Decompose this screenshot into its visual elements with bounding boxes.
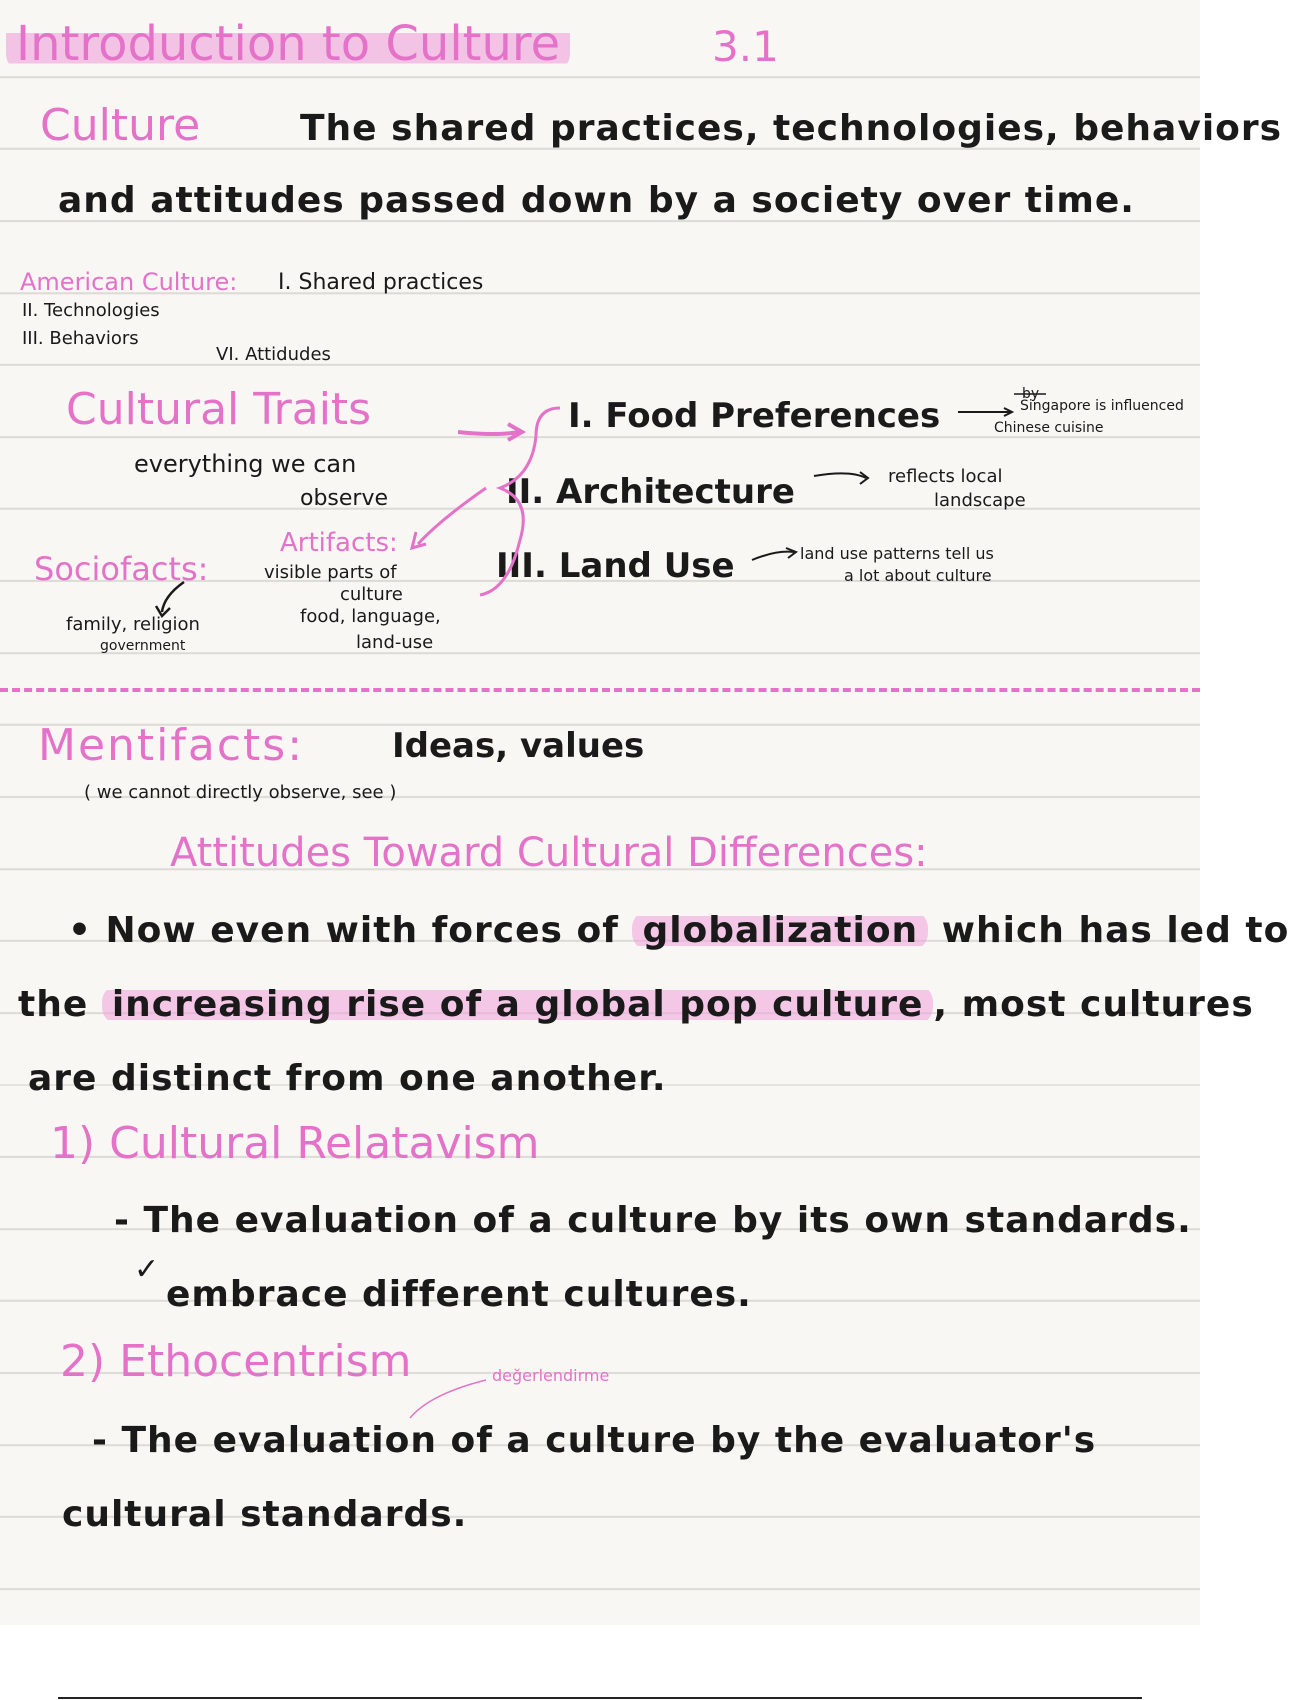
american-culture-label: American Culture: [20, 268, 238, 296]
cultural-traits-desc-1: everything we can [134, 450, 357, 478]
cultural-traits-heading: Cultural Traits [66, 384, 372, 435]
american-culture-item-1: I. Shared practices [278, 270, 484, 295]
attitudes-p2-b: , most cultures [933, 984, 1254, 1025]
attitudes-p2-a: the [18, 984, 89, 1025]
ethnocentrism-heading: 2) Ethocentrism [60, 1336, 412, 1387]
trait-food-note-1: Singapore is influenced [1020, 398, 1184, 414]
attitudes-p1-b: which has led to [941, 910, 1289, 951]
highlight-global-pop-culture: increasing rise of a global pop culture [102, 984, 934, 1025]
bottom-rule [58, 1697, 1142, 1699]
attitudes-p3: are distinct from one another. [28, 1058, 667, 1099]
american-culture-item-3: III. Behaviors [22, 328, 139, 349]
trait-architecture-note-1: reflects local [888, 466, 1003, 487]
trait-land-use: III. Land Use [496, 546, 735, 586]
sociofacts-desc-2: government [100, 638, 186, 654]
artifacts-desc-4: land-use [356, 632, 434, 653]
trait-architecture: II. Architecture [506, 472, 795, 512]
page-title-text: Introduction to Culture [6, 16, 570, 72]
trait-land-use-note-2: a lot about culture [844, 566, 992, 585]
page-number: 3.1 [712, 22, 779, 71]
highlight-globalization: globalization [632, 910, 928, 951]
artifacts-desc-3: food, language, [300, 606, 441, 627]
cultural-traits-desc-2: observe [300, 486, 389, 511]
definition-line-2: and attitudes passed down by a society over time. [58, 180, 1135, 221]
ethnocentrism-line-1: - The evaluation of a culture by the evaluator's [92, 1420, 1097, 1461]
artifacts-desc-2: culture [340, 584, 403, 605]
ethnocentrism-line-2: cultural standards. [62, 1494, 468, 1535]
ethnocentrism-annotation: değerlendirme [492, 1366, 610, 1385]
artifacts-label: Artifacts: [280, 528, 398, 558]
sociofacts-desc-1: family, religion [66, 614, 200, 635]
mentifacts-note: ( we cannot directly observe, see ) [84, 782, 397, 803]
trait-food-note-2: Chinese cuisine [994, 420, 1104, 436]
mentifacts-label: Mentifacts: [38, 720, 305, 771]
definition-line-1: The shared practices, technologies, behaviors [300, 108, 1283, 149]
relativism-line-1: - The evaluation of a culture by its own standards. [114, 1200, 1192, 1241]
relativism-heading: 1) Cultural Relatavism [50, 1118, 540, 1169]
artifacts-desc-1: visible parts of [264, 562, 397, 583]
attitudes-heading: Attitudes Toward Cultural Differences: [170, 830, 928, 876]
trait-food-preferences: I. Food Preferences [568, 396, 941, 436]
american-culture-item-2: II. Technologies [22, 300, 160, 321]
attitudes-p1-a: • Now even with forces of [68, 910, 619, 951]
relativism-line-2: embrace different cultures. [166, 1274, 752, 1315]
trait-food-note-top: by [1022, 386, 1040, 402]
american-culture-item-4: VI. Attidudes [216, 344, 331, 365]
term-culture: Culture [40, 100, 201, 151]
checkmark-icon: ✓ [134, 1252, 160, 1287]
trait-architecture-note-2: landscape [934, 490, 1026, 511]
trait-land-use-note-1: land use patterns tell us [800, 544, 994, 563]
mentifacts-text: Ideas, values [392, 726, 645, 766]
sociofacts-label: Sociofacts: [34, 550, 209, 588]
